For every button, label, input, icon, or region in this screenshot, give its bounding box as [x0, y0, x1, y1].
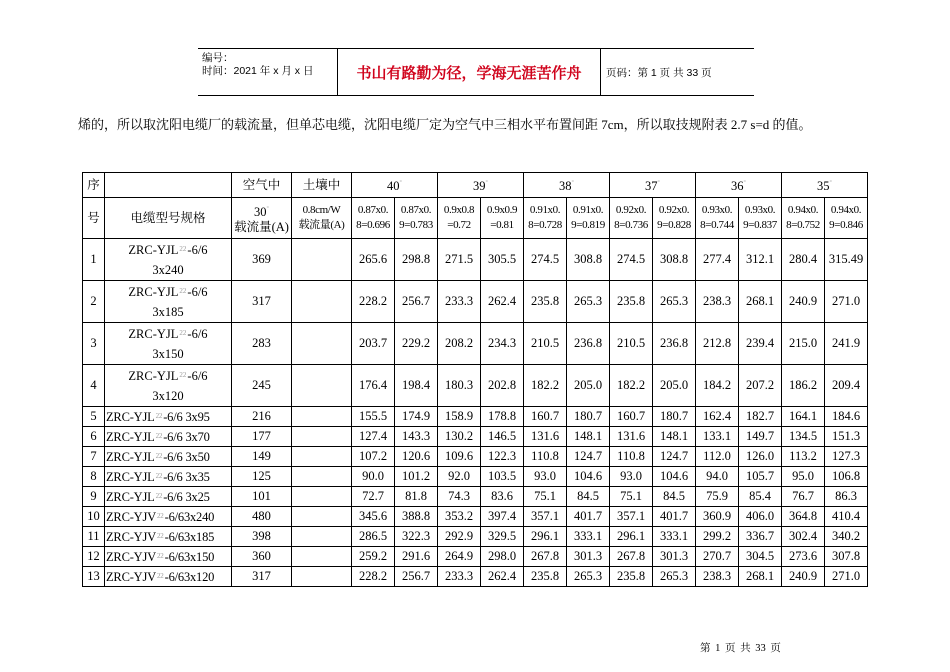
cable-spec: ZRC-YJL$^{22}$-6/6 3x70 — [105, 427, 232, 447]
header-meta — [198, 49, 338, 95]
derated-capacity: 95.0 — [782, 467, 825, 487]
derated-capacity: 229.2 — [395, 323, 438, 365]
derated-capacity: 401.7 — [653, 507, 696, 527]
derated-capacity: 210.5 — [524, 323, 567, 365]
table-row — [83, 407, 868, 427]
derated-capacity: 256.7 — [395, 567, 438, 587]
derated-capacity: 85.4 — [739, 487, 782, 507]
derated-capacity: 267.8 — [610, 547, 653, 567]
air-capacity: 149 — [232, 447, 292, 467]
derated-capacity: 360.9 — [696, 507, 739, 527]
time-label: 时间：2021 年 x 月 x 日 — [202, 65, 314, 77]
soil-capacity — [292, 281, 352, 323]
derated-capacity: 133.1 — [696, 427, 739, 447]
derated-capacity: 235.8 — [610, 281, 653, 323]
table-row — [83, 567, 868, 587]
soil-capacity — [292, 527, 352, 547]
cable-spec: ZRC-YJL$^{22}$-6/6 3x95 — [105, 407, 232, 427]
soil-header: 土壤中 — [292, 173, 352, 198]
factor-header: 0.94x0. 9=0.846 — [825, 198, 868, 239]
derated-capacity: 238.3 — [696, 281, 739, 323]
derated-capacity: 233.3 — [438, 281, 481, 323]
soil-capacity-header: 0.8cm/W 载流量(A) — [292, 198, 352, 239]
row-number: 12 — [83, 547, 105, 567]
header-page-label: 页码：第 1 页 共 33 页 — [606, 66, 712, 79]
derated-capacity: 240.9 — [782, 567, 825, 587]
temp-header: 38° — [524, 173, 610, 198]
derated-capacity: 207.2 — [739, 365, 782, 407]
derated-capacity: 202.8 — [481, 365, 524, 407]
derated-capacity: 273.6 — [782, 547, 825, 567]
derated-capacity: 149.7 — [739, 427, 782, 447]
derated-capacity: 178.8 — [481, 407, 524, 427]
derated-capacity: 210.5 — [610, 323, 653, 365]
derated-capacity: 101.2 — [395, 467, 438, 487]
soil-capacity — [292, 323, 352, 365]
derated-capacity: 233.3 — [438, 567, 481, 587]
derated-capacity: 292.9 — [438, 527, 481, 547]
air-capacity: 480 — [232, 507, 292, 527]
derated-capacity: 238.3 — [696, 567, 739, 587]
soil-capacity — [292, 487, 352, 507]
derated-capacity: 262.4 — [481, 567, 524, 587]
table-row — [83, 507, 868, 527]
derated-capacity: 397.4 — [481, 507, 524, 527]
derated-capacity: 271.0 — [825, 567, 868, 587]
derated-capacity: 186.2 — [782, 365, 825, 407]
derated-capacity: 259.2 — [352, 547, 395, 567]
derated-capacity: 94.0 — [696, 467, 739, 487]
factor-header: 0.9x0.8 =0.72 — [438, 198, 481, 239]
air-capacity: 398 — [232, 527, 292, 547]
derated-capacity: 209.4 — [825, 365, 868, 407]
factor-header: 0.87x0. 9=0.783 — [395, 198, 438, 239]
derated-capacity: 176.4 — [352, 365, 395, 407]
derated-capacity: 322.3 — [395, 527, 438, 547]
derated-capacity: 160.7 — [610, 407, 653, 427]
page-header — [198, 48, 754, 96]
derated-capacity: 131.6 — [610, 427, 653, 447]
table-row — [83, 447, 868, 467]
soil-capacity — [292, 507, 352, 527]
derated-capacity: 333.1 — [567, 527, 610, 547]
derated-capacity: 410.4 — [825, 507, 868, 527]
derated-capacity: 74.3 — [438, 487, 481, 507]
derated-capacity: 180.7 — [567, 407, 610, 427]
table-row — [83, 527, 868, 547]
derated-capacity: 301.3 — [653, 547, 696, 567]
derated-capacity: 215.0 — [782, 323, 825, 365]
row-number: 13 — [83, 567, 105, 587]
derated-capacity: 120.6 — [395, 447, 438, 467]
derated-capacity: 184.6 — [825, 407, 868, 427]
derated-capacity: 241.9 — [825, 323, 868, 365]
derated-capacity: 280.4 — [782, 239, 825, 281]
air-capacity: 177 — [232, 427, 292, 447]
derated-capacity: 134.5 — [782, 427, 825, 447]
header-row-2 — [83, 198, 868, 239]
soil-capacity — [292, 427, 352, 447]
derated-capacity: 302.4 — [782, 527, 825, 547]
derated-capacity: 268.1 — [739, 567, 782, 587]
derated-capacity: 235.8 — [610, 567, 653, 587]
derated-capacity: 112.0 — [696, 447, 739, 467]
derated-capacity: 130.2 — [438, 427, 481, 447]
derated-capacity: 274.5 — [610, 239, 653, 281]
derated-capacity: 364.8 — [782, 507, 825, 527]
soil-capacity — [292, 407, 352, 427]
spec-header: 电缆型号规格 — [105, 198, 232, 239]
table-row — [83, 365, 868, 407]
derated-capacity: 110.8 — [524, 447, 567, 467]
derated-capacity: 208.2 — [438, 323, 481, 365]
derated-capacity: 307.8 — [825, 547, 868, 567]
air-capacity: 101 — [232, 487, 292, 507]
soil-capacity — [292, 447, 352, 467]
soil-capacity — [292, 467, 352, 487]
derated-capacity: 75.9 — [696, 487, 739, 507]
derated-capacity: 265.3 — [653, 567, 696, 587]
derated-capacity: 234.3 — [481, 323, 524, 365]
row-number: 11 — [83, 527, 105, 547]
derated-capacity: 345.6 — [352, 507, 395, 527]
factor-header: 0.92x0. 8=0.736 — [610, 198, 653, 239]
air-capacity-header: 30° 载流量(A) — [232, 198, 292, 239]
derated-capacity: 265.3 — [567, 567, 610, 587]
derated-capacity: 329.5 — [481, 527, 524, 547]
row-number: 4 — [83, 365, 105, 407]
table-row — [83, 547, 868, 567]
derated-capacity: 93.0 — [524, 467, 567, 487]
derated-capacity: 103.5 — [481, 467, 524, 487]
derated-capacity: 205.0 — [653, 365, 696, 407]
air-capacity: 369 — [232, 239, 292, 281]
air-capacity: 125 — [232, 467, 292, 487]
derated-capacity: 401.7 — [567, 507, 610, 527]
cable-spec: ZRC-YJV$^{22}$-6/63x120 — [105, 567, 232, 587]
derated-capacity: 127.3 — [825, 447, 868, 467]
derated-capacity: 236.8 — [567, 323, 610, 365]
derated-capacity: 333.1 — [653, 527, 696, 547]
derated-capacity: 271.5 — [438, 239, 481, 281]
derated-capacity: 198.4 — [395, 365, 438, 407]
derated-capacity: 305.5 — [481, 239, 524, 281]
derated-capacity: 315.49 — [825, 239, 868, 281]
row-number: 7 — [83, 447, 105, 467]
derated-capacity: 265.3 — [653, 281, 696, 323]
table-row — [83, 487, 868, 507]
derated-capacity: 296.1 — [524, 527, 567, 547]
row-number: 9 — [83, 487, 105, 507]
derated-capacity: 277.4 — [696, 239, 739, 281]
factor-header: 0.92x0. 9=0.828 — [653, 198, 696, 239]
cable-spec: ZRC-YJV$^{22}$-6/63x150 — [105, 547, 232, 567]
row-number: 10 — [83, 507, 105, 527]
derated-capacity: 124.7 — [653, 447, 696, 467]
derated-capacity: 75.1 — [610, 487, 653, 507]
derated-capacity: 93.0 — [610, 467, 653, 487]
air-capacity: 360 — [232, 547, 292, 567]
header-row-1 — [83, 173, 868, 198]
derated-capacity: 304.5 — [739, 547, 782, 567]
factor-header: 0.93x0. 9=0.837 — [739, 198, 782, 239]
derated-capacity: 353.2 — [438, 507, 481, 527]
temp-header: 35° — [782, 173, 868, 198]
derated-capacity: 271.0 — [825, 281, 868, 323]
derated-capacity: 131.6 — [524, 427, 567, 447]
derated-capacity: 110.8 — [610, 447, 653, 467]
air-capacity: 216 — [232, 407, 292, 427]
serial-label: 编号： — [202, 52, 234, 64]
derated-capacity: 90.0 — [352, 467, 395, 487]
derated-capacity: 113.2 — [782, 447, 825, 467]
seq-header-2: 号 — [83, 198, 105, 239]
derated-capacity: 148.1 — [653, 427, 696, 447]
row-number: 8 — [83, 467, 105, 487]
derated-capacity: 182.7 — [739, 407, 782, 427]
derated-capacity: 182.2 — [610, 365, 653, 407]
derated-capacity: 286.5 — [352, 527, 395, 547]
cable-spec: ZRC-YJL$^{22}$-6/6 3x150 — [105, 323, 232, 365]
derated-capacity: 182.2 — [524, 365, 567, 407]
derated-capacity: 270.7 — [696, 547, 739, 567]
table-row — [83, 427, 868, 447]
cable-spec: ZRC-YJV$^{22}$-6/63x185 — [105, 527, 232, 547]
derated-capacity: 180.7 — [653, 407, 696, 427]
derated-capacity: 239.4 — [739, 323, 782, 365]
factor-header: 0.94x0. 8=0.752 — [782, 198, 825, 239]
derated-capacity: 340.2 — [825, 527, 868, 547]
derated-capacity: 164.1 — [782, 407, 825, 427]
derated-capacity: 151.3 — [825, 427, 868, 447]
derated-capacity: 357.1 — [610, 507, 653, 527]
temp-header: 39° — [438, 173, 524, 198]
derated-capacity: 84.5 — [653, 487, 696, 507]
derated-capacity: 336.7 — [739, 527, 782, 547]
derated-capacity: 268.1 — [739, 281, 782, 323]
row-number: 6 — [83, 427, 105, 447]
derated-capacity: 298.8 — [395, 239, 438, 281]
derated-capacity: 267.8 — [524, 547, 567, 567]
derated-capacity: 256.7 — [395, 281, 438, 323]
cable-spec: ZRC-YJL$^{22}$-6/6 3x35 — [105, 467, 232, 487]
derated-capacity: 357.1 — [524, 507, 567, 527]
derated-capacity: 92.0 — [438, 467, 481, 487]
derated-capacity: 212.8 — [696, 323, 739, 365]
air-capacity: 283 — [232, 323, 292, 365]
derated-capacity: 205.0 — [567, 365, 610, 407]
soil-capacity — [292, 567, 352, 587]
derated-capacity: 109.6 — [438, 447, 481, 467]
derated-capacity: 104.6 — [567, 467, 610, 487]
derated-capacity: 264.9 — [438, 547, 481, 567]
derated-capacity: 299.2 — [696, 527, 739, 547]
soil-capacity — [292, 239, 352, 281]
soil-capacity — [292, 547, 352, 567]
derated-capacity: 235.8 — [524, 567, 567, 587]
derated-capacity: 312.1 — [739, 239, 782, 281]
derated-capacity: 265.3 — [567, 281, 610, 323]
factor-header: 0.87x0. 8=0.696 — [352, 198, 395, 239]
derated-capacity: 265.6 — [352, 239, 395, 281]
derated-capacity: 104.6 — [653, 467, 696, 487]
cable-spec: ZRC-YJV$^{22}$-6/63x240 — [105, 507, 232, 527]
derated-capacity: 126.0 — [739, 447, 782, 467]
cable-spec: ZRC-YJL$^{22}$-6/6 3x240 — [105, 239, 232, 281]
table-row — [83, 281, 868, 323]
soil-capacity — [292, 365, 352, 407]
factor-header: 0.93x0. 8=0.744 — [696, 198, 739, 239]
cable-spec: ZRC-YJL$^{22}$-6/6 3x120 — [105, 365, 232, 407]
page-footer: 第 1 页 共 33 页 — [700, 643, 781, 654]
derated-capacity: 274.5 — [524, 239, 567, 281]
cable-spec: ZRC-YJL$^{22}$-6/6 3x50 — [105, 447, 232, 467]
derated-capacity: 308.8 — [653, 239, 696, 281]
header-motto: 书山有路勤为径，学海无涯苦作舟 — [338, 49, 601, 95]
derated-capacity: 388.8 — [395, 507, 438, 527]
factor-header: 0.91x0. 8=0.728 — [524, 198, 567, 239]
derated-capacity: 236.8 — [653, 323, 696, 365]
derated-capacity: 84.5 — [567, 487, 610, 507]
row-number: 1 — [83, 239, 105, 281]
derated-capacity: 301.3 — [567, 547, 610, 567]
temp-header: 40° — [352, 173, 438, 198]
factor-header: 0.9x0.9 =0.81 — [481, 198, 524, 239]
derated-capacity: 158.9 — [438, 407, 481, 427]
row-number: 3 — [83, 323, 105, 365]
derated-capacity: 174.9 — [395, 407, 438, 427]
intro-paragraph: 烯的，所以取沈阳电缆厂的载流量，但单芯电缆，沈阳电缆厂定为空气中三相水平布置间距 7cm，所以取技规附表 2.7 s=d 的值。 — [78, 117, 812, 132]
derated-capacity: 203.7 — [352, 323, 395, 365]
table-row — [83, 323, 868, 365]
derated-capacity: 240.9 — [782, 281, 825, 323]
table-row — [83, 467, 868, 487]
derated-capacity: 406.0 — [739, 507, 782, 527]
spec-header-blank — [105, 173, 232, 198]
derated-capacity: 75.1 — [524, 487, 567, 507]
air-capacity: 317 — [232, 281, 292, 323]
row-number: 5 — [83, 407, 105, 427]
current-capacity-table — [82, 172, 868, 587]
derated-capacity: 228.2 — [352, 281, 395, 323]
derated-capacity: 86.3 — [825, 487, 868, 507]
derated-capacity: 143.3 — [395, 427, 438, 447]
derated-capacity: 184.2 — [696, 365, 739, 407]
derated-capacity: 298.0 — [481, 547, 524, 567]
derated-capacity: 83.6 — [481, 487, 524, 507]
derated-capacity: 106.8 — [825, 467, 868, 487]
derated-capacity: 148.1 — [567, 427, 610, 447]
temp-header: 36° — [696, 173, 782, 198]
derated-capacity: 72.7 — [352, 487, 395, 507]
derated-capacity: 122.3 — [481, 447, 524, 467]
derated-capacity: 228.2 — [352, 567, 395, 587]
derated-capacity: 81.8 — [395, 487, 438, 507]
derated-capacity: 235.8 — [524, 281, 567, 323]
air-header: 空气中 — [232, 173, 292, 198]
temp-header: 37° — [610, 173, 696, 198]
cable-spec: ZRC-YJL$^{22}$-6/6 3x185 — [105, 281, 232, 323]
derated-capacity: 162.4 — [696, 407, 739, 427]
derated-capacity: 291.6 — [395, 547, 438, 567]
seq-header: 序 — [83, 173, 105, 198]
derated-capacity: 308.8 — [567, 239, 610, 281]
derated-capacity: 296.1 — [610, 527, 653, 547]
derated-capacity: 107.2 — [352, 447, 395, 467]
derated-capacity: 155.5 — [352, 407, 395, 427]
table-row — [83, 239, 868, 281]
air-capacity: 245 — [232, 365, 292, 407]
derated-capacity: 160.7 — [524, 407, 567, 427]
derated-capacity: 76.7 — [782, 487, 825, 507]
derated-capacity: 105.7 — [739, 467, 782, 487]
derated-capacity: 146.5 — [481, 427, 524, 447]
row-number: 2 — [83, 281, 105, 323]
derated-capacity: 262.4 — [481, 281, 524, 323]
air-capacity: 317 — [232, 567, 292, 587]
derated-capacity: 127.4 — [352, 427, 395, 447]
derated-capacity: 180.3 — [438, 365, 481, 407]
derated-capacity: 124.7 — [567, 447, 610, 467]
factor-header: 0.91x0. 9=0.819 — [567, 198, 610, 239]
cable-spec: ZRC-YJL$^{22}$-6/6 3x25 — [105, 487, 232, 507]
